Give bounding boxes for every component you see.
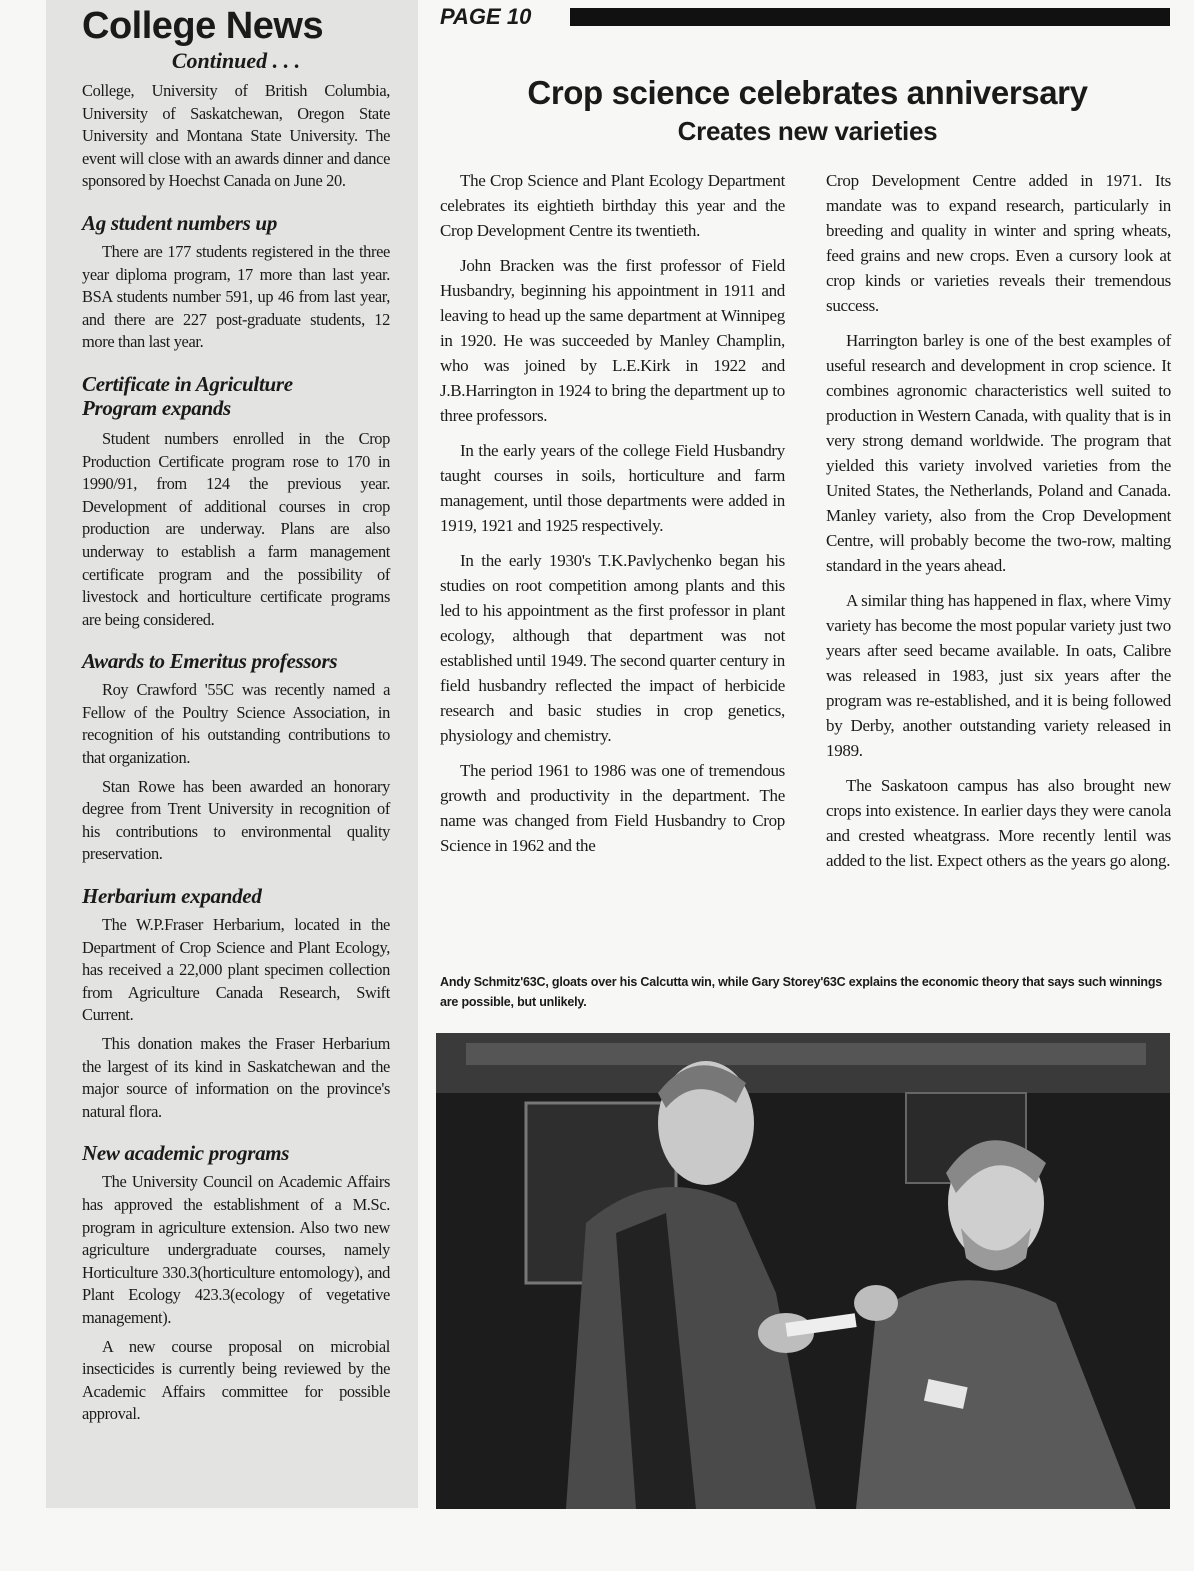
article-paragraph: The Saskatoon campus has also brought new crops into existence. In earlier days they were canola and crested wheatgrass. More recently lentil was added to the list. Expect others as the years go along. [826,776,1171,870]
section-paragraph: Stan Rowe has been awarded an honorary degree from Trent University in recognition of his contributions to environmental quality preservation. [82,776,390,864]
article-paragraph: Crop Development Centre added in 1971. Its mandate was to expand research, particularly in breeding and quality in winter and spring wheats, feed grains and new crops. Even a cursory look at crop kinds or varieties reveals their tremendous success. [826,171,1171,315]
article-paragraph: A similar thing has happened in flax, where Vimy variety has become the most popular variety just two years after seed became available. In oats, Calibre was released in 1983, just six years after the program was re-established, and it is being followed by Derby, another outstanding variety released in 1989. [826,591,1171,760]
section-paragraph: The University Council on Academic Affairs has approved the establishment of a M.Sc. program in agriculture extension. Also two new agriculture undergraduate courses, namely Horticulture 330.3(horticulture entomology), and Plant Ecology 423.3(ecology of vegetative management). [82,1172,390,1327]
article-paragraph: The Crop Science and Plant Ecology Department celebrates its eightieth birthday this year and the Crop Development Centre its twentieth. [440,171,785,240]
article-paragraph: In the early 1930's T.K.Pavlychenko began his studies on root competition among plants and this led to his appointment as the first professor in plant ecology, although that department was not established until 1949. The second quarter century in field husbandry reflected the impact of herbicide research and basic studies in crop genetics, physiology and chemistry. [440,551,785,745]
sidebar-college-news [46,0,418,1508]
photo-illustration [436,1033,1170,1509]
section-paragraph: Student numbers enrolled in the Crop Production Certificate program rose to 170 in 1990/91, from 124 the previous year. Development of additional courses in crop production are underway. Plans are also underway to establish a farm management certificate program and the possibility of livestock and horticulture certificate programs are being considered. [82,428,390,629]
section-paragraph: The W.P.Fraser Herbarium, located in the Department of Crop Science and Plant Ecology, has received a 22,000 plant specimen collection from Agriculture Canada Research, Swift Current. [82,915,390,1025]
sidebar-intro: College, University of British Columbia, University of Saskatchewan, Oregon State University and Montana State University. The event will close with an awards dinner and dance sponsored by Hoechst Canada on June 20. [82,81,390,191]
section-paragraph: A new course proposal on microbial insecticides is currently being reviewed by the Academic Affairs committee for possible approval. [82,1336,390,1424]
section-subheading: Program expands [82,395,231,420]
section-heading [82,372,390,420]
page-number: PAGE 10 [440,4,532,29]
article-column-1 [440,168,785,868]
article-paragraph: John Bracken was the first professor of Field Husbandry, beginning his appointment in 1911 and leaving to head up the same department at Winnipeg in 1920. He was succeeded by Manley Champlin, who was joined by L.E.Kirk in 1922 and J.B.Harrington in 1924 to bring the department up to three professors. [440,256,785,425]
section-heading: New academic programs [82,1141,290,1166]
section-heading: Awards to Emeritus professors [82,649,338,674]
article-headline-block [440,72,1175,148]
section-paragraph: There are 177 students registered in the three year diploma program, 17 more than last year. BSA students number 591, up 46 from last year, and there are 227 post-graduate students, 12 more than last year. [82,241,390,352]
section-heading-line: Certificate in Agriculture [82,371,293,396]
article-column-2 [826,168,1171,883]
section-paragraph: Roy Crawford '55C was recently named a Fellow of the Poultry Science Association, in recognition of his outstanding contributions to that organization. [82,680,390,768]
section-heading: Ag student numbers up [82,210,278,235]
article-paragraph: The period 1961 to 1986 was one of tremendous growth and productivity in the department. The name was changed from Field Husbandry to Crop Science in 1962 and the [440,761,785,855]
article-headline: Crop science celebrates anniversary [527,74,1088,111]
photo-two-men [436,1033,1170,1509]
article-paragraph: In the early years of the college Field Husbandry taught courses in soils, horticulture and farm management, until those departments were added in 1919, 1921 and 1925 respectively. [440,441,785,535]
header-rule [570,8,1170,26]
sidebar-continued: Continued . . . [171,48,301,73]
section-heading: Herbarium expanded [82,884,262,909]
sidebar-title: College News [82,5,324,47]
article-subheadline: Creates new varieties [677,116,938,146]
photo-caption: Andy Schmitz'63C, gloats over his Calcutta win, while Gary Storey'63C explains the economic theory that says such winnings are possible, but unlikely. [440,975,1163,1009]
page-header [440,3,1175,33]
article-paragraph: Harrington barley is one of the best examples of useful research and development in crop science. It combines agronomic characteristics well suited to production in Western Canada, with quality that is in very strong demand worldwide. The program that yielded this variety involved varieties from the United States, the Netherlands, Poland and Canada. Manley variety, also from the Crop Development Centre, will probably become the two-row, malting standard in the years ahead. [826,331,1171,575]
section-paragraph: This donation makes the Fraser Herbarium the largest of its kind in Saskatchewan and the major source of information on the province's natural flora. [82,1034,390,1121]
